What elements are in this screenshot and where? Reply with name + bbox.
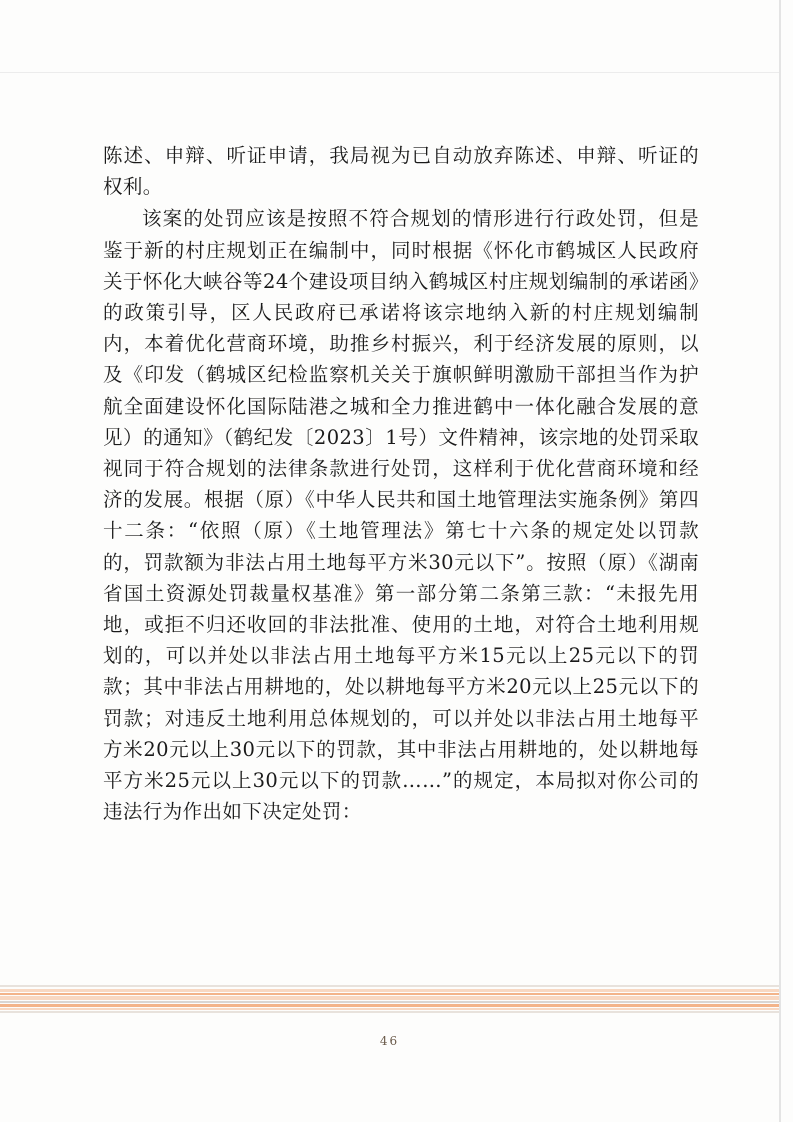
page-top-edge (0, 72, 779, 73)
band-line (0, 993, 779, 995)
page-number: 46 (379, 1034, 400, 1048)
page-right-edge (779, 0, 781, 1122)
band-line (0, 1008, 779, 1010)
band-line (0, 1001, 779, 1003)
document-body (103, 140, 699, 827)
band-line (0, 989, 779, 992)
band-line (0, 985, 779, 987)
band-line (0, 996, 779, 1000)
band-line (0, 1011, 779, 1013)
footer-decorative-band (0, 985, 779, 1013)
paragraph-penalty-basis: 该案的处罚应该是按照不符合规划的情形进行行政处罚，但是鉴于新的村庄规划正在编制中，同时根据《怀化市鹤城区人民政府关于怀化大峡谷等24个建设项目纳入鹤城区村庄规划编制的承诺函》的政策引导，区人民政府已承诺将该宗地纳入新的村庄规划编制内，本着优化营商环境，助推乡村振兴，利于经济发展的原则，以及《印发（鹤城区纪检监察机关关于旗帜鲜明激励干部担当作为护航全面建设怀化国际陆港之城和全力推进鹤中一体化融合发展的意见）的通知》（鹤纪发〔2023〕1号）文件精神，该宗地的处罚采取视同于符合规划的法律条款进行处罚，这样利于优化营商环境和经济的发展。根据（原）《中华人民共和国土地管理法实施条例》第四十二条：“依照（原）《土地管理法》第七十六条的规定处以罚款的，罚款额为非法占用土地每平方米30元以下”。按照（原）《湖南省国土资源处罚裁量权基准》第一部分第二条第三款：“未报先用地，或拒不归还收回的非法批准、使用的土地，对符合土地利用规划的，可以并处以非法占用土地每平方米15元以上25元以下的罚款；其中非法占用耕地的，处以耕地每平方米20元以上25元以下的罚款；对违反土地利用总体规划的，可以并处以非法占用土地每平方米20元以上30元以下的罚款，其中非法占用耕地的，处以耕地每平方米25元以上30元以下的罚款……”的规定，本局拟对你公司的违法行为作出如下决定处罚： (103, 207, 699, 824)
paragraph-continuation: 陈述、申辩、听证申请，我局视为已自动放弃陈述、申辩、听证的权利。 (103, 144, 699, 199)
band-line (0, 1004, 779, 1007)
